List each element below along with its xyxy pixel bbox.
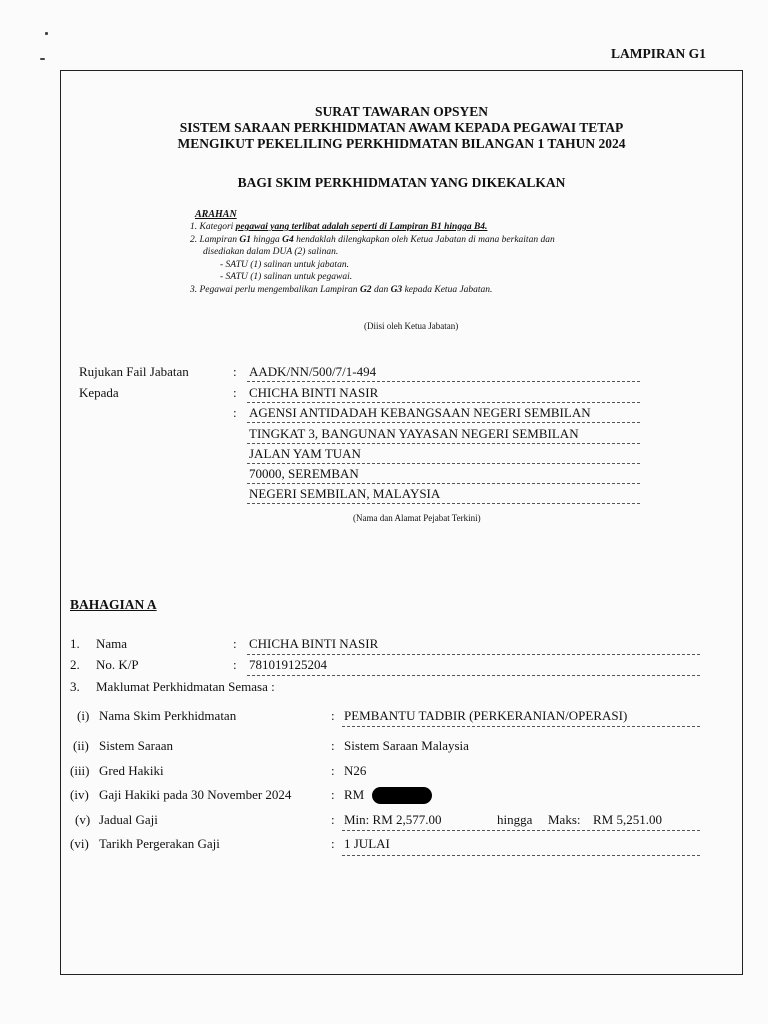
sistem-label: Sistem Saraan bbox=[99, 738, 174, 753]
colon: : bbox=[331, 787, 335, 802]
gred-value: N26 bbox=[344, 763, 367, 778]
service-3-num: (iii) bbox=[70, 763, 90, 778]
fill-line bbox=[247, 381, 640, 382]
fill-line bbox=[247, 402, 640, 403]
colon: : bbox=[233, 405, 237, 420]
colon: : bbox=[233, 657, 237, 672]
jadual-hingga: hingga bbox=[497, 812, 533, 827]
arahan-item-2-line2: disediakan dalam DUA (2) salinan. bbox=[203, 247, 339, 257]
arahan-item-2-b: G1 bbox=[239, 235, 251, 245]
fill-line bbox=[247, 483, 640, 484]
fill-line bbox=[247, 503, 640, 504]
nokp-label: No. K/P bbox=[96, 657, 139, 672]
jadual-min-value: Min: RM 2,577.00 bbox=[344, 812, 442, 827]
arahan-item-3-b: G2 bbox=[359, 285, 372, 295]
jadual-maks-label: Maks: bbox=[548, 812, 581, 827]
arahan-item-3-c: dan bbox=[371, 285, 391, 295]
lampiran-label: LAMPIRAN G1 bbox=[611, 46, 706, 61]
arahan-item-2-d: G4 bbox=[282, 235, 294, 245]
sistem-value: Sistem Saraan Malaysia bbox=[344, 738, 469, 753]
nama-label: Nama bbox=[96, 636, 128, 651]
address-line-1: AGENSI ANTIDADAH KEBANGSAAN NEGERI SEMBILAN bbox=[249, 405, 591, 420]
arahan-item-1-prefix: 1. Kategori bbox=[190, 222, 236, 232]
doc-title-line3: MENGIKUT PEKELILING PERKHIDMATAN BILANGAN 1 TAHUN 2024 bbox=[177, 136, 626, 151]
arahan-item-3-a: 3. Pegawai perlu mengembalikan Lampiran bbox=[190, 285, 360, 295]
kepada-label: Kepada bbox=[79, 385, 119, 400]
scan-speck bbox=[45, 32, 48, 35]
arahan-item-2-a: 2. Lampiran bbox=[190, 235, 240, 245]
colon: : bbox=[233, 636, 237, 651]
service-6-num: (vi) bbox=[70, 836, 89, 851]
colon: : bbox=[331, 738, 335, 753]
arahan-item-1 bbox=[190, 222, 487, 234]
gaji-label: Gaji Hakiki pada 30 November 2024 bbox=[99, 787, 292, 802]
colon: : bbox=[233, 364, 237, 379]
nama-value: CHICHA BINTI NASIR bbox=[249, 636, 379, 651]
address-note: (Nama dan Alamat Pejabat Terkini) bbox=[353, 513, 481, 523]
tarikh-label: Tarikh Pergerakan Gaji bbox=[99, 836, 220, 851]
doc-title-line2: SISTEM SARAAN PERKHIDMATAN AWAM KEPADA PEGAWAI TETAP bbox=[179, 120, 624, 135]
arahan-item-1-emphasis: pegawai yang terlibat adalah seperti di Lampiran B1 hingga B4. bbox=[235, 222, 488, 232]
fill-line bbox=[247, 422, 640, 423]
arahan-item-3 bbox=[190, 285, 492, 297]
service-4-num: (iv) bbox=[70, 787, 89, 802]
jadual-maks-value: RM 5,251.00 bbox=[593, 812, 662, 827]
arahan-bullet-1: - SATU (1) salinan untuk jabatan. bbox=[220, 260, 349, 270]
colon: : bbox=[331, 763, 335, 778]
address-line-4: 70000, SEREMBAN bbox=[249, 466, 359, 481]
fill-line bbox=[247, 675, 700, 676]
maklumat-label: Maklumat Perkhidmatan Semasa : bbox=[96, 679, 275, 694]
scan-speck bbox=[40, 58, 45, 60]
gaji-value: RM bbox=[344, 787, 365, 802]
fill-line bbox=[247, 654, 700, 655]
tarikh-value: 1 JULAI bbox=[344, 836, 390, 851]
item-1-num: 1. bbox=[70, 636, 80, 651]
doc-title-line1: SURAT TAWARAN OPSYEN bbox=[314, 104, 489, 119]
nokp-value: 781019125204 bbox=[249, 657, 327, 672]
rujukan-label: Rujukan Fail Jabatan bbox=[79, 364, 189, 379]
skim-label: Nama Skim Perkhidmatan bbox=[99, 708, 237, 723]
arahan-bullet-2: - SATU (1) salinan untuk pegawai. bbox=[220, 272, 353, 282]
item-3-num: 3. bbox=[70, 679, 80, 694]
rujukan-value: AADK/NN/500/7/1-494 bbox=[249, 364, 377, 379]
redaction-mark bbox=[372, 787, 432, 804]
arahan-item-2-e: hendaklah dilengkapkan oleh Ketua Jabatan di mana berkaitan dan bbox=[293, 235, 555, 245]
address-line-2: TINGKAT 3, BANGUNAN YAYASAN NEGERI SEMBILAN bbox=[249, 426, 579, 441]
arahan-heading: ARAHAN bbox=[195, 209, 237, 220]
colon: : bbox=[233, 385, 237, 400]
arahan-item-2-c: hingga bbox=[250, 235, 283, 245]
fill-line bbox=[342, 855, 700, 856]
filled-by-note: (Diisi oleh Ketua Jabatan) bbox=[364, 321, 459, 331]
colon: : bbox=[331, 708, 335, 723]
service-2-num: (ii) bbox=[73, 738, 89, 753]
gred-label: Gred Hakiki bbox=[99, 763, 164, 778]
arahan-item-3-e: kepada Ketua Jabatan. bbox=[402, 285, 493, 295]
colon: : bbox=[331, 812, 335, 827]
address-line-3: JALAN YAM TUAN bbox=[249, 446, 361, 461]
arahan-item-3-d: G3 bbox=[390, 285, 403, 295]
address-line-5: NEGERI SEMBILAN, MALAYSIA bbox=[249, 486, 441, 501]
service-1-num: (i) bbox=[77, 708, 90, 723]
doc-subtitle: BAGI SKIM PERKHIDMATAN YANG DIKEKALKAN bbox=[237, 175, 566, 190]
fill-line bbox=[342, 830, 700, 831]
fill-line bbox=[247, 443, 640, 444]
bahagian-a-heading: BAHAGIAN A bbox=[70, 597, 157, 612]
jadual-label: Jadual Gaji bbox=[99, 812, 158, 827]
arahan-item-2 bbox=[190, 235, 555, 247]
fill-line bbox=[342, 726, 700, 727]
fill-line bbox=[247, 463, 640, 464]
service-5-num: (v) bbox=[75, 812, 91, 827]
colon: : bbox=[331, 836, 335, 851]
skim-value: PEMBANTU TADBIR (PERKERANIAN/OPERASI) bbox=[344, 708, 628, 723]
kepada-name: CHICHA BINTI NASIR bbox=[249, 385, 379, 400]
item-2-num: 2. bbox=[70, 657, 80, 672]
